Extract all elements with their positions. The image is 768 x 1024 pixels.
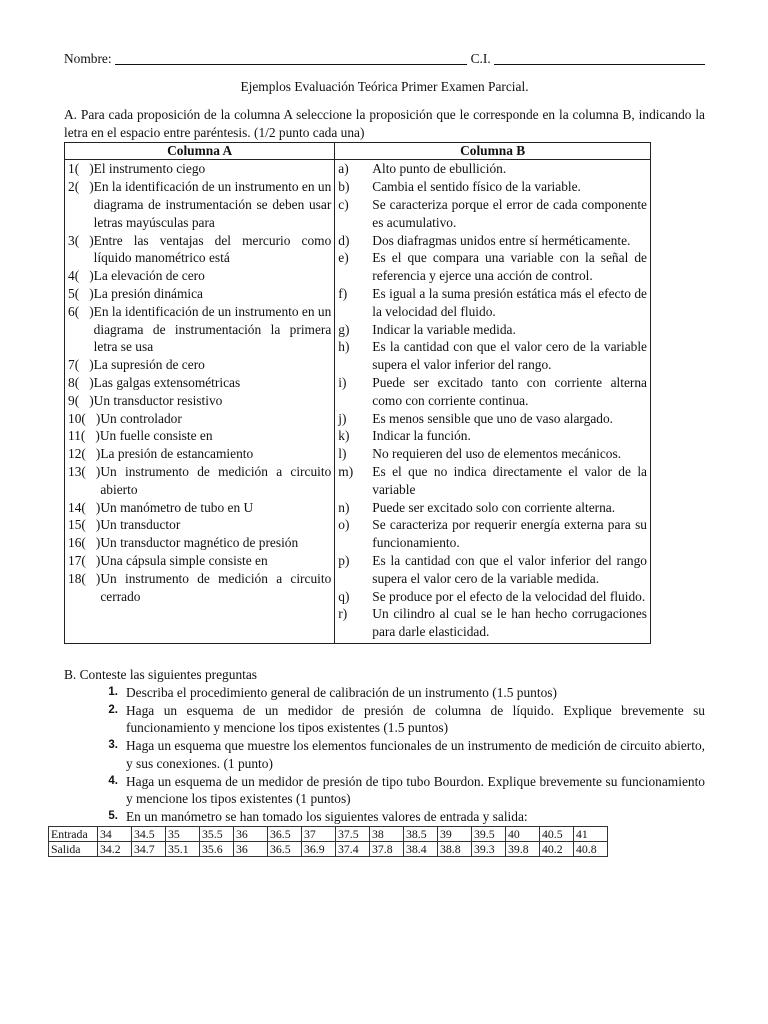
column-b-item: [338, 160, 647, 178]
data-cell: 36: [234, 842, 268, 857]
data-cell: 34.7: [132, 842, 166, 857]
data-cell: 39.3: [472, 842, 506, 857]
column-a-item: [68, 374, 331, 392]
column-a-cell: [65, 160, 335, 644]
column-a-item: [68, 552, 331, 570]
data-cell: 39.5: [472, 827, 506, 842]
column-a-item: [68, 356, 331, 374]
column-a-item-text: Un transductor resistivo: [93, 392, 223, 408]
question-item: [64, 684, 705, 702]
question-text: Describa el procedimiento general de calibración de un instrumento (1.5 puntos): [126, 684, 557, 700]
column-a-item-number[interactable]: 4( ): [68, 268, 94, 284]
data-cell: 39: [438, 827, 472, 842]
column-b-item: [338, 463, 647, 499]
column-b-item-letter: h): [338, 339, 350, 355]
data-cell: 36.5: [268, 842, 302, 857]
column-a-item: [68, 463, 331, 499]
column-b-item-letter: o): [338, 517, 350, 533]
column-a-item: [68, 285, 331, 303]
column-b-item-letter: i): [338, 374, 347, 390]
column-b-item-letter: n): [338, 499, 350, 515]
data-cell: 35.5: [200, 827, 234, 842]
column-a-item: [68, 232, 331, 268]
column-a-item-text: La supresión de cero: [93, 357, 205, 373]
column-b-item-text: Es el que compara una variable con la señal de referencia y ejerce una acción de control.: [372, 250, 647, 284]
column-b-item: [338, 499, 647, 517]
question-number: 2.: [108, 703, 118, 716]
column-a-item-number[interactable]: 14( ): [68, 499, 101, 515]
column-b-item-text: Puede ser excitado tanto con corriente alterna como con corriente continua.: [372, 374, 647, 408]
question-number: 3.: [108, 739, 118, 752]
column-a-item-number[interactable]: 2( ): [68, 179, 94, 195]
name-field-line[interactable]: [115, 50, 467, 65]
question-number: 1.: [108, 685, 118, 698]
data-cell: 37.4: [336, 842, 370, 857]
section-a-intro: A. Para cada proposición de la columna A seleccione la proposición que le corresponde en la columna B, indicando la letra en el espacio entre paréntesis. (1/2 punto cada una): [64, 106, 705, 140]
question-item: [64, 773, 705, 809]
ci-label: C.I.: [470, 51, 491, 67]
column-b-item: [338, 232, 647, 250]
column-a-item-number[interactable]: 8( ): [68, 374, 94, 390]
column-a-item-number[interactable]: 12( ): [68, 446, 101, 462]
data-cell: 38: [370, 827, 404, 842]
question-text: Haga un esquema que muestre los elementos funcionales de un instrumento de medición de circuito abierto, y sus conexiones. (1 punto): [126, 738, 705, 771]
column-a-item: [68, 160, 331, 178]
column-b-item-text: Es la cantidad con que el valor cero de la variable supera el valor inferior del rango.: [372, 339, 647, 373]
column-a-item-text: Un instrumento de medición a circuito abierto: [100, 463, 332, 497]
column-b-header: Columna B: [335, 143, 651, 160]
question-text: Haga un esquema de un medidor de presión de columna de líquido. Explique brevemente su funcionamiento y mencione los tipos existentes (1.5 puntos): [126, 702, 705, 736]
question-number: 5.: [108, 810, 118, 823]
column-b-item-letter: g): [338, 321, 350, 337]
column-a-item-text: La elevación de cero: [93, 268, 205, 284]
column-a-item-number[interactable]: 5( ): [68, 285, 94, 301]
exam-title: Ejemplos Evaluación Teórica Primer Examen Parcial.: [240, 79, 529, 94]
question-text: Haga un esquema de un medidor de presión de tipo tubo Bourdon. Explique brevemente su funcionamiento y mencione los tipos existentes (1 puntos): [126, 773, 705, 807]
column-a-item-text: Un manómetro de tubo en U: [100, 499, 254, 515]
data-cell: 40.8: [574, 842, 608, 857]
column-a-item-text: Un transductor: [100, 517, 181, 533]
column-a-item-number[interactable]: 11( ): [68, 428, 100, 444]
column-b-item-text: No requieren del uso de elementos mecánicos.: [372, 446, 622, 462]
data-cell: 37: [302, 827, 336, 842]
column-a-list: [68, 160, 331, 605]
column-a-item: [68, 427, 331, 445]
column-a-item-number[interactable]: 13( ): [68, 463, 101, 479]
column-a-item-number[interactable]: 16( ): [68, 535, 101, 551]
column-b-item-text: Un cilindro al cual se le han hecho corrugaciones para darle elasticidad.: [372, 606, 647, 640]
column-a-item-text: En la identificación de un instrumento en un diagrama de instrumentación la primera letra se usa: [93, 303, 332, 355]
data-row-label: Entrada: [49, 827, 98, 842]
column-a-item-text: Un instrumento de medición a circuito cerrado: [100, 570, 332, 604]
question-text: En un manómetro se han tomado los siguientes valores de entrada y salida:: [126, 809, 528, 825]
column-a-header: Columna A: [65, 143, 335, 160]
matching-table: [64, 142, 651, 644]
column-a-item-text: En la identificación de un instrumento en un diagrama de instrumentación se deben usar letras mayúsculas para: [93, 179, 332, 230]
column-a-item: [68, 267, 331, 285]
column-b-item-text: Se produce por el efecto de la velocidad del fluido.: [372, 588, 646, 604]
question-number: 4.: [108, 774, 118, 787]
column-b-item-text: Se caracteriza porque el error de cada componente es acumulativo.: [372, 196, 647, 230]
column-a-item: [68, 410, 331, 428]
data-cell: 37.8: [370, 842, 404, 857]
data-cell: 40.5: [540, 827, 574, 842]
column-a-item-number[interactable]: 1( ): [68, 161, 94, 177]
data-cell: 40: [506, 827, 540, 842]
column-b-item: [338, 552, 647, 588]
column-b-item-letter: d): [338, 232, 350, 248]
data-cell: 37.5: [336, 827, 370, 842]
column-b-item: [338, 445, 647, 463]
column-b-item: [338, 178, 647, 196]
column-a-item-text: El instrumento ciego: [93, 161, 206, 177]
column-b-item-letter: k): [338, 428, 350, 444]
data-cell: 35.1: [166, 842, 200, 857]
data-cell: 35.6: [200, 842, 234, 857]
data-cell: 38.5: [404, 827, 438, 842]
column-b-item: [338, 249, 647, 285]
question-item: [64, 808, 705, 826]
column-a-item-number[interactable]: 17( ): [68, 552, 101, 568]
column-b-item: [338, 516, 647, 552]
column-b-list: [338, 160, 647, 641]
column-a-item: [68, 534, 331, 552]
column-b-item-letter: a): [338, 161, 349, 177]
column-b-item-letter: q): [338, 588, 350, 604]
column-a-item-text: Un transductor magnético de presión: [100, 535, 299, 551]
data-table-row: [49, 827, 608, 842]
column-a-item-text: La presión de estancamiento: [100, 446, 254, 462]
data-cell: 34: [98, 827, 132, 842]
data-cell: 38.8: [438, 842, 472, 857]
column-b-item-letter: b): [338, 179, 350, 195]
column-b-item-text: Se caracteriza por requerir energía externa para su funcionamiento.: [372, 517, 647, 551]
data-cell: 36: [234, 827, 268, 842]
data-cell: 34.2: [98, 842, 132, 857]
column-a-item-text: La presión dinámica: [93, 285, 203, 301]
header-line: [64, 46, 705, 68]
column-b-item-text: Es menos sensible que uno de vaso alargado.: [372, 410, 614, 426]
column-a-item: [68, 392, 331, 410]
column-a-item-number[interactable]: 6( ): [68, 303, 94, 319]
column-a-item: [68, 303, 331, 356]
data-row-label: Salida: [49, 842, 98, 857]
column-b-item: [338, 410, 647, 428]
column-b-item-letter: m): [338, 463, 354, 479]
name-label: Nombre:: [64, 51, 112, 67]
column-a-item-text: Las galgas extensométricas: [93, 374, 241, 390]
data-cell: 34.5: [132, 827, 166, 842]
column-b-item-text: Es la cantidad con que el valor inferior del rango supera el valor cero de la variable medida.: [372, 552, 647, 586]
column-b-item-text: Indicar la variable medida.: [372, 321, 516, 337]
column-a-item-number[interactable]: 10( ): [68, 410, 101, 426]
column-b-item: [338, 427, 647, 445]
data-cell: 40.2: [540, 842, 574, 857]
column-b-item-letter: f): [338, 285, 348, 301]
column-b-item-letter: e): [338, 250, 349, 266]
column-b-item: [338, 605, 647, 641]
section-b-intro: B. Conteste las siguientes preguntas: [64, 666, 258, 682]
column-a-item: [68, 445, 331, 463]
column-a-item-text: Una cápsula simple consiste en: [100, 552, 268, 568]
column-a-item-number[interactable]: 7( ): [68, 357, 94, 373]
column-a-item-text: Un fuelle consiste en: [99, 428, 213, 444]
column-b-item-letter: c): [338, 196, 349, 212]
column-a-item-text: Entre las ventajas del mercurio como líquido manométrico está: [93, 232, 332, 266]
column-a-item: [68, 178, 331, 231]
column-b-item-text: Es igual a la suma presión estática más el efecto de la velocidad del fluido.: [372, 285, 647, 319]
column-b-item: [338, 374, 647, 410]
column-b-item-text: Indicar la función.: [372, 428, 471, 444]
data-cell: 39.8: [506, 842, 540, 857]
column-b-item-text: Cambia el sentido físico de la variable.: [372, 179, 581, 195]
data-cell: 36.5: [268, 827, 302, 842]
column-a-item-number[interactable]: 3( ): [68, 232, 94, 248]
column-b-item: [338, 588, 647, 606]
exam-page: [51, 46, 705, 857]
calibration-data-table: [48, 826, 608, 857]
column-b-item-text: Puede ser excitado solo con corriente alterna.: [372, 499, 616, 515]
column-a-item-text: Un controlador: [100, 410, 182, 426]
column-b-item: [338, 196, 647, 232]
column-a-item: [68, 499, 331, 517]
column-b-item: [338, 285, 647, 321]
column-b-item-text: Dos diafragmas unidos entre sí herméticamente.: [372, 232, 631, 248]
column-b-item-letter: r): [338, 606, 348, 622]
column-a-item-number[interactable]: 15( ): [68, 517, 101, 533]
column-b-item: [338, 321, 647, 339]
column-b-cell: [335, 160, 651, 644]
data-cell: 36.9: [302, 842, 336, 857]
question-item: [64, 702, 705, 738]
question-item: [64, 737, 705, 773]
section-b: [51, 666, 705, 857]
column-b-item: [338, 338, 647, 374]
column-b-item-text: Alto punto de ebullición.: [372, 161, 507, 177]
column-b-item-letter: j): [338, 410, 347, 426]
ci-field-line[interactable]: [494, 50, 705, 65]
column-b-item-text: Es el que no indica directamente el valor de la variable: [372, 463, 647, 497]
data-cell: 35: [166, 827, 200, 842]
column-a-item-number[interactable]: 18( ): [68, 570, 101, 586]
data-cell: 38.4: [404, 842, 438, 857]
data-table-row: [49, 842, 608, 857]
data-cell: 41: [574, 827, 608, 842]
column-a-item: [68, 516, 331, 534]
question-list: [64, 684, 705, 826]
column-a-item-number[interactable]: 9( ): [68, 392, 94, 408]
column-a-item: [68, 570, 331, 606]
column-b-item-letter: p): [338, 552, 350, 568]
column-b-item-letter: l): [338, 446, 347, 462]
